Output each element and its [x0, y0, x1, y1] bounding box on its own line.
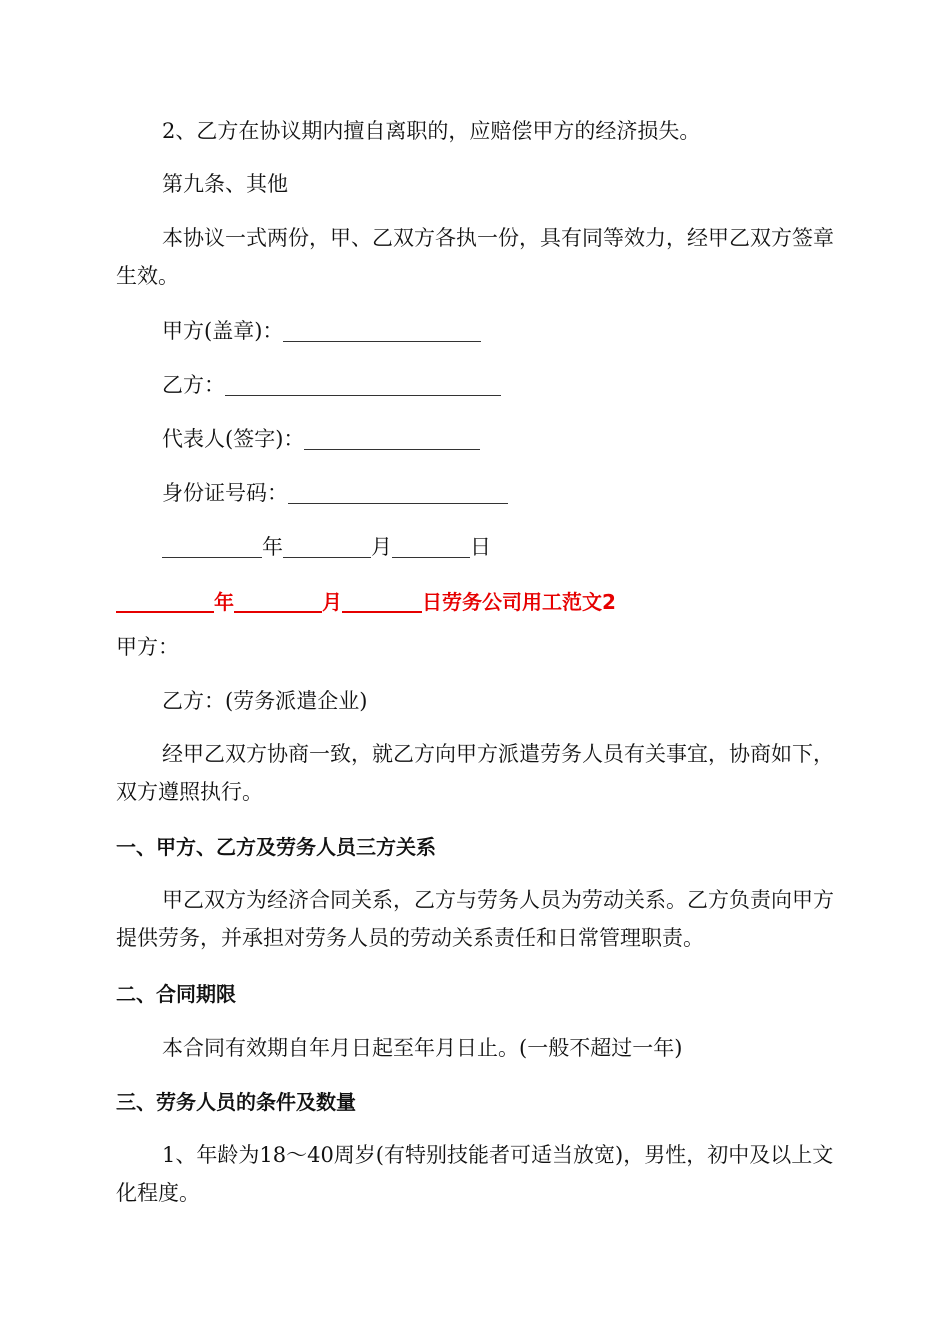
signature-id-number — [116, 474, 834, 512]
party-b-line: 乙方：(劳务派遣企业) — [162, 689, 368, 713]
signature-representative-label: 代表人(签字)： — [162, 427, 305, 451]
section-heading-2 — [116, 583, 834, 621]
section-1-title: 一、甲方、乙方及劳务人员三方关系 — [116, 835, 436, 859]
date-day-blank — [392, 535, 470, 558]
date-day-label: 日 — [470, 535, 491, 559]
intro-paragraph: 经甲乙双方协商一致，就乙方向甲方派遣劳务人员有关事宜，协商如下，双方遵照执行。 — [116, 742, 834, 804]
signature-date — [116, 528, 834, 566]
date-month-blank — [283, 535, 371, 558]
signature-representative — [116, 420, 834, 458]
party-a-line: 甲方： — [116, 635, 179, 659]
heading-year-label: 年 — [214, 590, 234, 614]
date-year-blank — [162, 535, 262, 558]
heading-year-blank — [116, 589, 214, 613]
signature-id-label: 身份证号码： — [162, 481, 288, 505]
signature-id-blank — [288, 481, 508, 504]
clause9-title: 第九条、其他 — [162, 172, 288, 196]
signature-party-a-blank — [283, 319, 481, 342]
section-1-text: 甲乙双方为经济合同关系，乙方与劳务人员为劳动关系。乙方负责向甲方提供劳务，并承担对劳务人员的劳动关系责任和日常管理职责。 — [116, 888, 834, 950]
signature-party-a — [116, 312, 834, 350]
section-3-item1: 1、年龄为18～40周岁(有特别技能者可适当放宽)，男性，初中及以上文化程度。 — [116, 1143, 834, 1205]
heading-month-blank — [234, 589, 322, 613]
signature-party-a-label: 甲方(盖章)： — [162, 319, 284, 343]
signature-party-b — [116, 366, 834, 404]
heading-month-label: 月 — [322, 590, 342, 614]
date-year-label: 年 — [262, 535, 283, 559]
date-month-label: 月 — [371, 535, 392, 559]
signature-representative-blank — [304, 427, 480, 450]
signature-party-b-blank — [225, 373, 501, 396]
heading-day-blank — [342, 589, 422, 613]
section-2-text: 本合同有效期自年月日起至年月日止。(一般不超过一年) — [162, 1036, 683, 1060]
section-2-title: 二、合同期限 — [116, 982, 236, 1006]
signature-party-b-label: 乙方： — [162, 373, 225, 397]
section-3-title: 三、劳务人员的条件及数量 — [116, 1090, 356, 1114]
clause9-text: 本协议一式两份，甲、乙双方各执一份，具有同等效力，经甲乙双方签章生效。 — [116, 226, 834, 288]
clause8-item2: 2、乙方在协议期内擅自离职的，应赔偿甲方的经济损失。 — [162, 119, 701, 143]
heading-title: 日劳务公司用工范文2 — [422, 590, 616, 614]
